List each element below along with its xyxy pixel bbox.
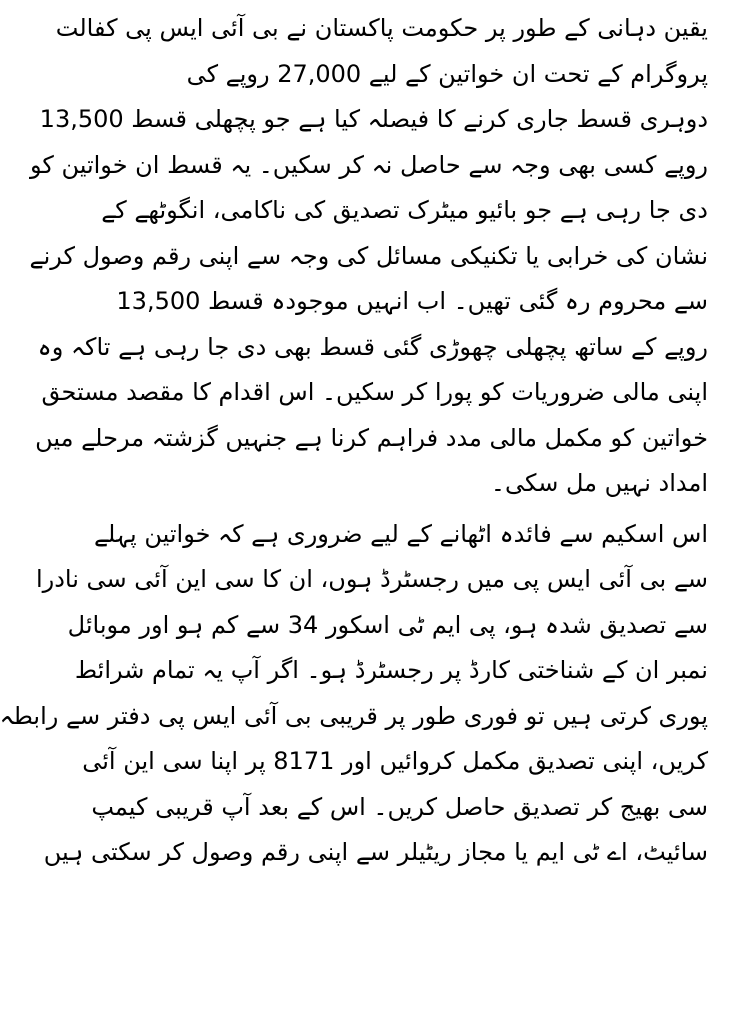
paragraph-1-line-8: روپے کے ساتھ پچھلی چھوڑی گئی قسط بھی دی جا رہی ہے تاکہ وہ [37, 332, 708, 361]
paragraph-2-line-2: سے بی آئی ایس پی میں رجسٹرڈ ہوں، ان کا سی این آئی سی نادرا [35, 565, 708, 593]
paragraph-1-line-7: سے محروم رہ گئی تھیں۔ اب انہیں موجودہ قسط 13,500 [116, 287, 708, 315]
paragraph-1 [29, 6, 708, 507]
paragraph-2-line-4: نمبر ان کے شناختی کارڈ پر رجسٹرڈ ہو۔ اگر آپ یہ تمام شرائط [74, 656, 708, 684]
paragraph-2-line-1: اس اسکیم سے فائدہ اٹھانے کے لیے ضروری ہے کہ خواتین پہلے [93, 519, 708, 548]
paragraph-1-line-4: روپے کسی بھی وجہ سے حاصل نہ کر سکیں۔ یہ قسط ان خواتین کو [29, 150, 708, 179]
paragraph-2-line-6: کریں، اپنی تصدیق مکمل کروائیں اور 8171 پر اپنا سی این آئی [82, 747, 708, 775]
paragraph-1-line-9: اپنی مالی ضروریات کو پورا کر سکیں۔ اس اقدام کا مقصد مستحق [41, 378, 708, 406]
paragraph-1-line-3: دوہری قسط جاری کرنے کا فیصلہ کیا ہے جو پچھلی قسط 13,500 [39, 105, 708, 133]
paragraph-2 [0, 512, 708, 876]
paragraph-2-line-8: سائیٹ، اے ٹی ایم یا مجاز ریٹیلر سے اپنی رقم وصول کر سکتی ہیں [43, 838, 708, 866]
paragraph-1-line-2: پروگرام کے تحت ان خواتین کے لیے 27,000 روپے کی [186, 59, 708, 88]
paragraph-1-line-5: دی جا رہی ہے جو بائیو میٹرک تصدیق کی ناکامی، انگوٹھے کے [101, 196, 708, 224]
article-body [0, 6, 708, 1024]
paragraph-1-line-6: نشان کی خرابی یا تکنیکی مسائل کی وجہ سے اپنی رقم وصول کرنے [29, 241, 708, 270]
paragraph-2-line-5: پوری کرتی ہیں تو فوری طور پر قریبی بی آئی ایس پی دفتر سے رابطہ [0, 701, 708, 730]
paragraph-1-line-1: یقین دہانی کے طور پر حکومت پاکستان نے بی آئی ایس پی کفالت [55, 14, 708, 42]
paragraph-1-line-11: امداد نہیں مل سکی۔ [490, 469, 708, 497]
paragraph-2-line-3: سے تصدیق شدہ ہو، پی ایم ٹی اسکور 34 سے کم ہو اور موبائل [67, 610, 708, 639]
paragraph-2-line-7: سی بھیج کر تصدیق حاصل کریں۔ اس کے بعد آپ قریبی کیمپ [91, 792, 708, 821]
paragraph-1-line-10: خواتین کو مکمل مالی مدد فراہم کرنا ہے جنہیں گزشتہ مرحلے میں [35, 423, 708, 452]
